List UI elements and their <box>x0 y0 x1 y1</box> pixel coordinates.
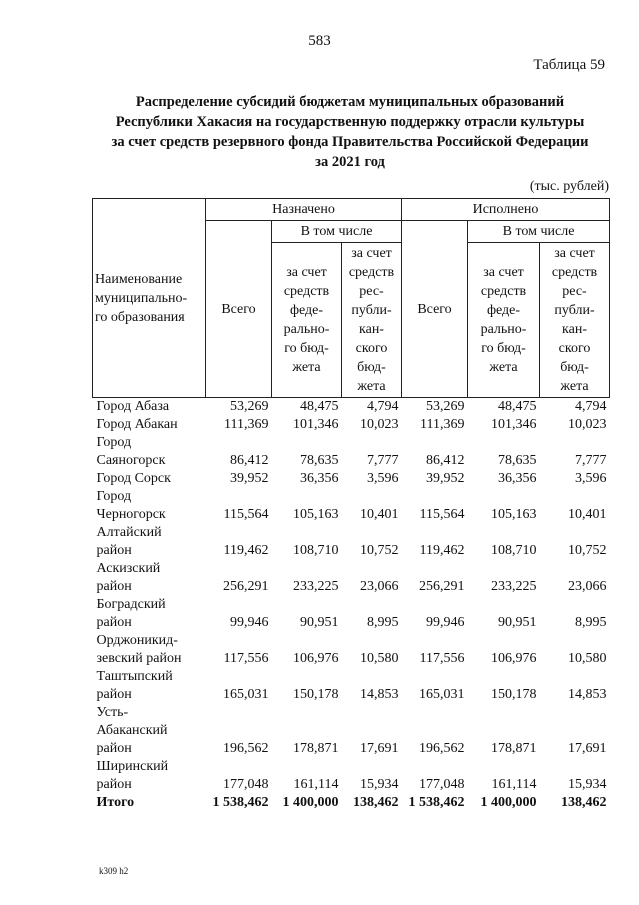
subsidy-table <box>92 198 610 812</box>
value-cell: 14,853 <box>568 687 607 702</box>
value-cell: 99,946 <box>426 615 465 630</box>
value-cell: 8,995 <box>575 615 607 630</box>
table-row <box>93 560 610 596</box>
value-cell: 117,556 <box>223 651 269 666</box>
value-cell: 48,475 <box>300 399 339 414</box>
value-cell: 99,946 <box>230 615 269 630</box>
value-cell: 23,066 <box>360 579 399 594</box>
table-row <box>93 416 610 434</box>
value-cell: 138,462 <box>561 795 607 810</box>
value-cell: 36,356 <box>300 471 339 486</box>
municipality-name: Город Черногорск <box>96 489 166 522</box>
header-executed: Исполнено <box>402 199 610 221</box>
value-cell: 10,401 <box>360 507 399 522</box>
value-cell: 117,556 <box>419 651 465 666</box>
value-cell: 196,562 <box>223 741 269 756</box>
value-cell: 111,369 <box>420 417 465 432</box>
header-assigned-federal: за счет средств феде- рально- го бюд- жета <box>272 243 342 398</box>
value-cell: 10,580 <box>568 651 607 666</box>
value-cell: 161,114 <box>491 777 537 792</box>
value-cell: 119,462 <box>419 543 465 558</box>
value-cell: 10,023 <box>360 417 399 432</box>
value-cell: 119,462 <box>223 543 269 558</box>
table-row <box>93 434 610 470</box>
value-cell: 196,562 <box>419 741 465 756</box>
value-cell: 8,995 <box>367 615 399 630</box>
value-cell: 15,934 <box>360 777 399 792</box>
value-cell: 86,412 <box>426 453 465 468</box>
value-cell: 10,580 <box>360 651 399 666</box>
value-cell: 178,871 <box>293 741 339 756</box>
value-cell: 78,635 <box>498 453 537 468</box>
title-line: Республики Хакасия на государственную поддержку отрасли культуры <box>115 114 585 130</box>
value-cell: 17,691 <box>568 741 607 756</box>
header-executed-republic: за счет средств рес- публи- кан- ского бюд- жета <box>540 243 610 398</box>
value-cell: 105,163 <box>491 507 537 522</box>
value-cell: 10,023 <box>568 417 607 432</box>
value-cell: 177,048 <box>419 777 465 792</box>
value-cell: 101,346 <box>491 417 537 432</box>
value-cell: 14,853 <box>360 687 399 702</box>
value-cell: 165,031 <box>223 687 269 702</box>
value-cell: 161,114 <box>293 777 339 792</box>
table-row <box>93 632 610 668</box>
header-assigned-republic: за счет средств рес- публи- кан- ского бюд- жета <box>342 243 402 398</box>
value-cell: 39,952 <box>426 471 465 486</box>
value-cell: 48,475 <box>498 399 537 414</box>
value-cell: 4,794 <box>575 399 607 414</box>
header-executed-total: Всего <box>402 221 468 398</box>
value-cell: 1 400,000 <box>282 795 339 810</box>
municipality-name: Город Абакан <box>96 417 178 432</box>
municipality-name: Боградский район <box>96 597 166 630</box>
header-assigned: Назначено <box>206 199 402 221</box>
value-cell: 150,178 <box>293 687 339 702</box>
municipality-name: Итого <box>96 795 135 810</box>
value-cell: 108,710 <box>293 543 339 558</box>
value-cell: 1 538,462 <box>212 795 269 810</box>
municipality-name: Алтайский район <box>96 525 162 558</box>
units-label: (тыс. рублей) <box>529 179 609 194</box>
municipality-name: Орджоникид- зевский район <box>96 633 182 666</box>
value-cell: 138,462 <box>353 795 399 810</box>
value-cell: 17,691 <box>360 741 399 756</box>
total-row <box>93 794 610 812</box>
value-cell: 86,412 <box>230 453 269 468</box>
value-cell: 7,777 <box>575 453 607 468</box>
table-id: Таблица 59 <box>533 57 605 73</box>
municipality-name: Город Абаза <box>96 399 170 414</box>
value-cell: 10,752 <box>360 543 399 558</box>
page-number: 583 <box>308 33 331 49</box>
header-assigned-total: Всего <box>206 221 272 398</box>
value-cell: 106,976 <box>491 651 537 666</box>
table-row <box>93 704 610 758</box>
value-cell: 233,225 <box>491 579 537 594</box>
value-cell: 15,934 <box>568 777 607 792</box>
municipality-name: Город Сорск <box>96 471 171 486</box>
header-assigned-including: В том числе <box>272 221 402 243</box>
value-cell: 111,369 <box>224 417 269 432</box>
value-cell: 90,951 <box>498 615 537 630</box>
title-line: за счет средств резервного фонда Правительства Российской Федерации <box>111 134 589 150</box>
title-line: за 2021 год <box>315 154 385 170</box>
value-cell: 256,291 <box>419 579 465 594</box>
header-municipality: Наименование муниципально- го образования <box>93 199 206 398</box>
value-cell: 3,596 <box>575 471 607 486</box>
municipality-name: Аскизский район <box>96 561 161 594</box>
value-cell: 4,794 <box>367 399 399 414</box>
municipality-name: Город Саяногорск <box>96 435 166 468</box>
value-cell: 150,178 <box>491 687 537 702</box>
value-cell: 115,564 <box>419 507 465 522</box>
value-cell: 53,269 <box>230 399 269 414</box>
value-cell: 36,356 <box>498 471 537 486</box>
value-cell: 105,163 <box>293 507 339 522</box>
value-cell: 10,752 <box>568 543 607 558</box>
value-cell: 78,635 <box>300 453 339 468</box>
value-cell: 177,048 <box>223 777 269 792</box>
table-row <box>93 398 610 417</box>
value-cell: 53,269 <box>426 399 465 414</box>
value-cell: 3,596 <box>367 471 399 486</box>
footer-code: k309 h2 <box>99 866 129 876</box>
table-row <box>93 596 610 632</box>
value-cell: 106,976 <box>293 651 339 666</box>
value-cell: 7,777 <box>367 453 399 468</box>
value-cell: 115,564 <box>223 507 269 522</box>
municipality-name: Ширинский район <box>96 759 169 792</box>
table-title <box>80 92 620 172</box>
value-cell: 23,066 <box>568 579 607 594</box>
value-cell: 90,951 <box>300 615 339 630</box>
value-cell: 178,871 <box>491 741 537 756</box>
value-cell: 39,952 <box>230 471 269 486</box>
municipality-name: Таштыпский район <box>96 669 173 702</box>
table-row <box>93 470 610 488</box>
value-cell: 233,225 <box>293 579 339 594</box>
table-body <box>93 398 610 813</box>
value-cell: 1 400,000 <box>480 795 537 810</box>
header-executed-including: В том числе <box>468 221 610 243</box>
value-cell: 1 538,462 <box>408 795 465 810</box>
table-row <box>93 488 610 524</box>
value-cell: 101,346 <box>293 417 339 432</box>
value-cell: 108,710 <box>491 543 537 558</box>
header-executed-federal: за счет средств феде- рально- го бюд- жета <box>468 243 540 398</box>
table-row <box>93 524 610 560</box>
title-line: Распределение субсидий бюджетам муниципальных образований <box>135 94 565 110</box>
value-cell: 10,401 <box>568 507 607 522</box>
municipality-name: Усть- Абаканский район <box>96 705 168 756</box>
table-row <box>93 668 610 704</box>
value-cell: 165,031 <box>419 687 465 702</box>
value-cell: 256,291 <box>223 579 269 594</box>
table-row <box>93 758 610 794</box>
